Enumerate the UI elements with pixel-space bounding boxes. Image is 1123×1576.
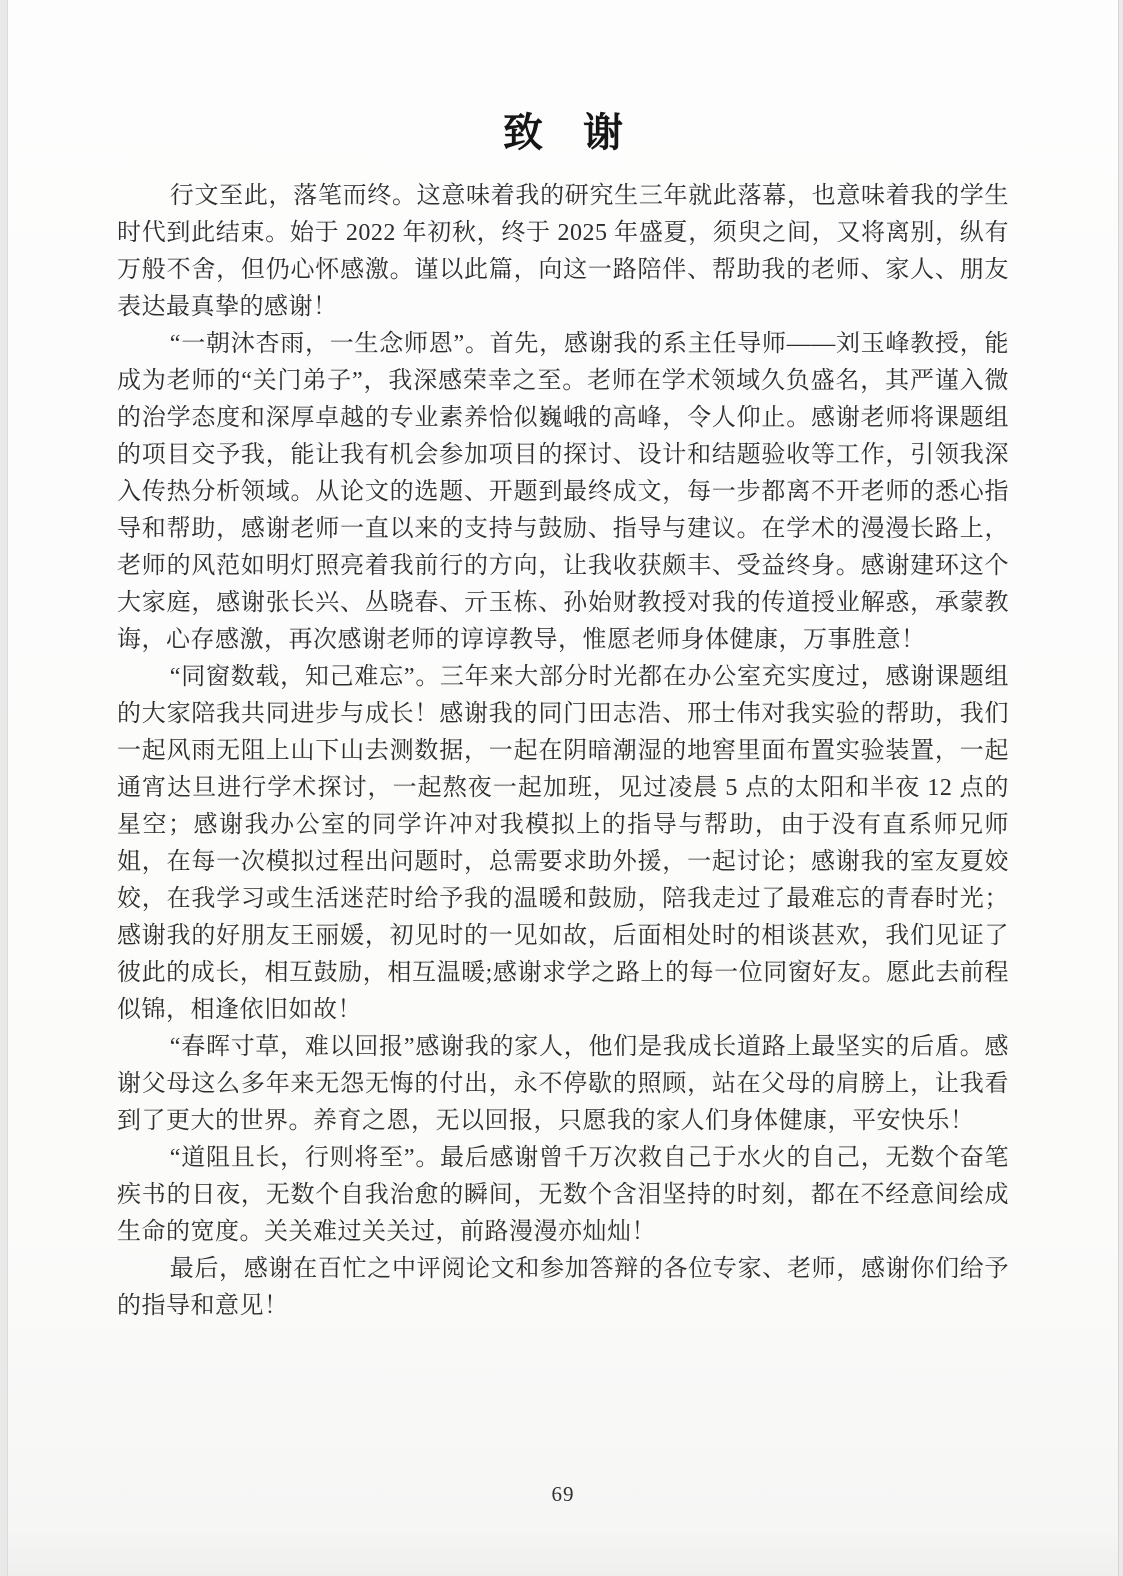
- document-page: [7, 0, 1119, 1576]
- document-body: [117, 178, 1009, 1325]
- paragraph-classmates-thanks: “同窗数载，知己难忘”。三年来大部分时光都在办公室充实度过，感谢课题组的大家陪我共同进步与成长！感谢我的同门田志浩、邢士伟对我实验的帮助，我们一起风雨无阻上山下山去测数据，一起在阴暗潮湿的地窖里面布置实验装置，一起通宵达旦进行学术探讨，一起熬夜一起加班，见过凌晨 5 点的太阳和半夜 12 点的星空；感谢我办公室的同学许冲对我模拟上的指导与帮助，由于没有直系师兄师姐，在每一次模拟过程出问题时，总需要求助外援，一起讨论；感谢我的室友夏姣姣，在我学习或生活迷茫时给予我的温暖和鼓励，陪我走过了最难忘的青春时光；感谢我的好朋友王丽媛，初见时的一见如故，后面相处时的相谈甚欢，我们见证了彼此的成长，相互鼓励，相互温暖;感谢求学之路上的每一位同窗好友。愿此去前程似锦，相逢依旧如故！: [117, 664, 1009, 1023]
- page-title: 致 谢: [503, 110, 623, 155]
- paragraph-self-thanks: “道阻且长，行则将至”。最后感谢曾千万次救自己于水火的自己，无数个奋笔疾书的日夜，无数个自我治愈的瞬间，无数个含泪坚持的时刻，都在不经意间绘成生命的宽度。关关难过关关过，前路漫漫亦灿灿！: [117, 1145, 1009, 1245]
- paragraph-advisor-thanks: “一朝沐杏雨，一生念师恩”。首先，感谢我的系主任导师——刘玉峰教授，能成为老师的“关门弟子”，我深感荣幸之至。老师在学术领域久负盛名，其严谨入微的治学态度和深厚卓越的专业素养恰似巍峨的高峰，令人仰止。感谢老师将课题组的项目交予我，能让我有机会参加项目的探讨、设计和结题验收等工作，引领我深入传热分析领域。从论文的选题、开题到最终成文，每一步都离不开老师的悉心指导和帮助，感谢老师一直以来的支持与鼓励、指导与建议。在学术的漫漫长路上，老师的风范如明灯照亮着我前行的方向，让我收获颇丰、受益终身。感谢建环这个大家庭，感谢张长兴、丛晓春、亓玉栋、孙始财教授对我的传道授业解惑，承蒙教诲，心存感激，再次感谢老师的谆谆教导，惟愿老师身体健康，万事胜意！: [117, 331, 1009, 653]
- paragraph-intro: 行文至此，落笔而终。这意味着我的研究生三年就此落幕，也意味着我的学生时代到此结束。始于 2022 年初秋，终于 2025 年盛夏，须臾之间，又将离别，纵有万般不舍，但仍心怀感激。谨以此篇，向这一路陪伴、帮助我的老师、家人、朋友表达最真挚的感谢！: [117, 183, 1009, 320]
- page-number: 69: [551, 1482, 575, 1506]
- paragraph-family-thanks: “春晖寸草，难以回报”感谢我的家人，他们是我成长道路上最坚实的后盾。感谢父母这么多年来无怨无悔的付出，永不停歇的照顾，站在父母的肩膀上，让我看到了更大的世界。养育之恩，无以回报，只愿我的家人们身体健康，平安快乐！: [117, 1034, 1009, 1134]
- paragraph-reviewers-thanks: 最后，感谢在百忙之中评阅论文和参加答辩的各位专家、老师，感谢你们给予的指导和意见！: [117, 1256, 1009, 1319]
